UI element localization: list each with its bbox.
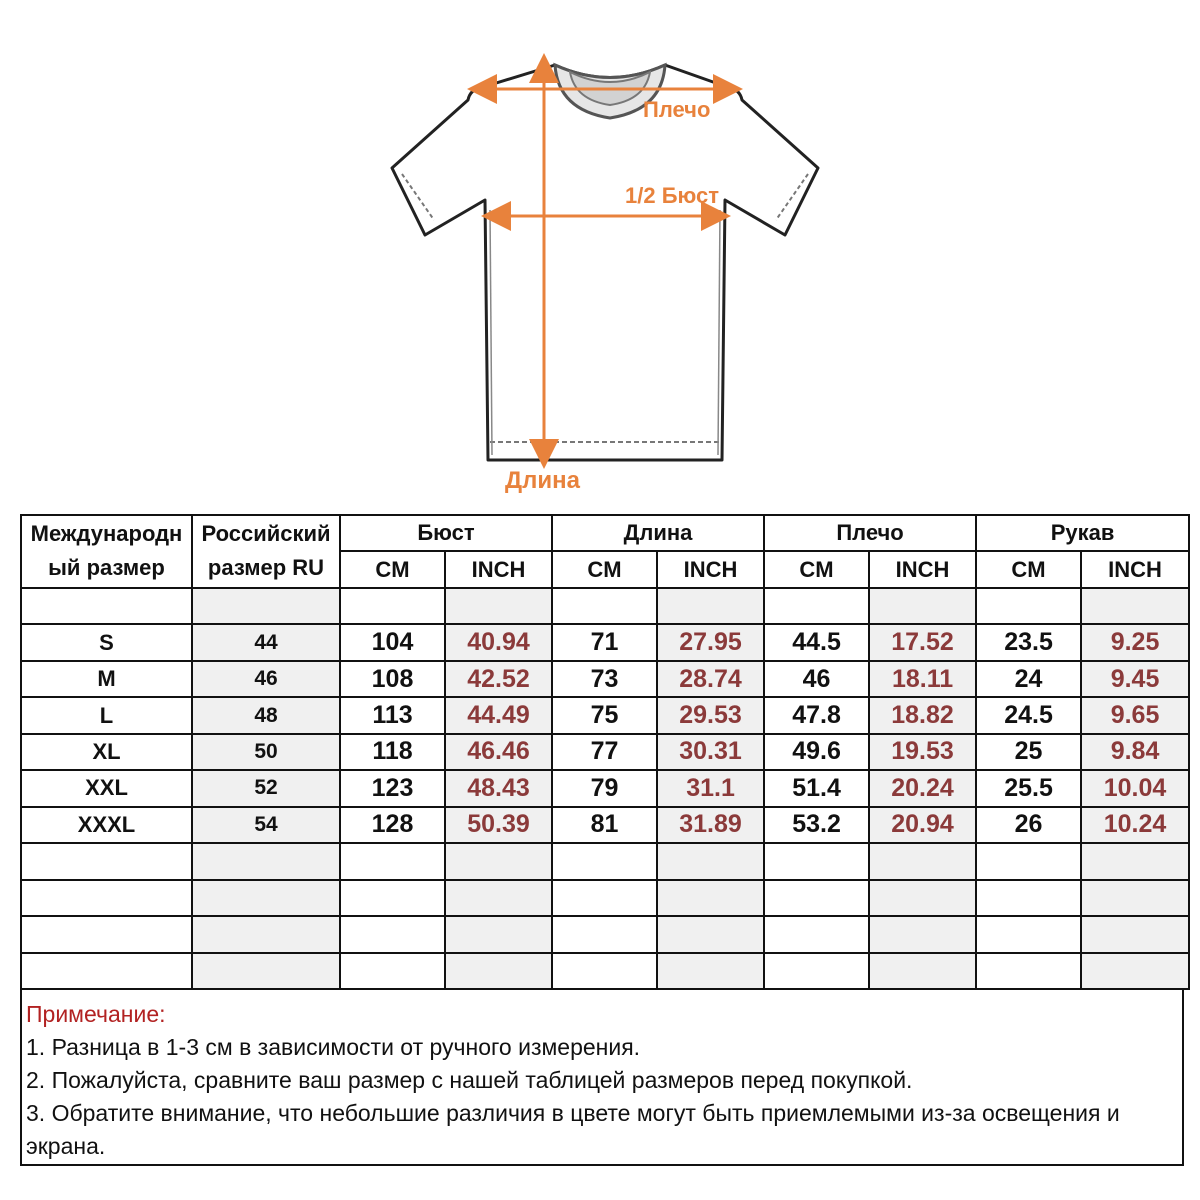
cell-russian-size: 44 <box>192 624 340 660</box>
cell-sleeve-cm: 25.5 <box>976 770 1081 806</box>
cell-shoulder-cm: 47.8 <box>764 697 869 733</box>
cell-shoulder-inch: 20.24 <box>869 770 976 806</box>
cell-bust-cm: 128 <box>340 807 445 844</box>
cell-length-inch: 27.95 <box>657 624 764 660</box>
shoulder-label: Плечо <box>643 97 711 122</box>
cell-shoulder-cm: 51.4 <box>764 770 869 806</box>
cell-russian-size: 52 <box>192 770 340 806</box>
cell-international-size: L <box>21 697 192 733</box>
note-item: 3. Обратите внимание, что небольшие различия в цвете могут быть приемлемыми из-за освещения и экрана. <box>26 1100 1120 1159</box>
cell-shoulder-inch: 18.82 <box>869 697 976 733</box>
table-row <box>21 624 1189 660</box>
header-international-size: Международный размер <box>21 515 192 588</box>
cell-bust-cm: 108 <box>340 661 445 697</box>
cell-international-size: XL <box>21 734 192 770</box>
notes-section <box>20 990 1184 1166</box>
table-row <box>21 661 1189 697</box>
cell-length-cm: 79 <box>552 770 657 806</box>
bust-label: 1/2 Бюст <box>625 183 720 208</box>
header-length-inch: INCH <box>657 551 764 587</box>
cell-length-cm: 75 <box>552 697 657 733</box>
cell-international-size: M <box>21 661 192 697</box>
cell-bust-cm: 113 <box>340 697 445 733</box>
size-chart-table <box>20 514 1190 990</box>
cell-russian-size: 50 <box>192 734 340 770</box>
empty-row <box>21 843 1189 879</box>
cell-sleeve-inch: 9.65 <box>1081 697 1189 733</box>
cell-sleeve-inch: 9.45 <box>1081 661 1189 697</box>
cell-sleeve-cm: 24 <box>976 661 1081 697</box>
cell-length-inch: 28.74 <box>657 661 764 697</box>
cell-bust-cm: 118 <box>340 734 445 770</box>
cell-length-cm: 77 <box>552 734 657 770</box>
cell-sleeve-inch: 10.04 <box>1081 770 1189 806</box>
header-bust-inch: INCH <box>445 551 552 587</box>
header-sleeve-inch: INCH <box>1081 551 1189 587</box>
header-sleeve-cm: CM <box>976 551 1081 587</box>
cell-length-cm: 71 <box>552 624 657 660</box>
header-length: Длина <box>552 515 764 551</box>
cell-sleeve-cm: 25 <box>976 734 1081 770</box>
cell-length-inch: 31.89 <box>657 807 764 844</box>
note-item: 2. Пожалуйста, сравните ваш размер с нашей таблицей размеров перед покупкой. <box>26 1067 913 1093</box>
cell-length-inch: 31.1 <box>657 770 764 806</box>
cell-sleeve-inch: 10.24 <box>1081 807 1189 844</box>
cell-sleeve-cm: 26 <box>976 807 1081 844</box>
cell-bust-inch: 46.46 <box>445 734 552 770</box>
cell-russian-size: 46 <box>192 661 340 697</box>
header-shoulder: Плечо <box>764 515 976 551</box>
header-bust-cm: CM <box>340 551 445 587</box>
cell-shoulder-inch: 17.52 <box>869 624 976 660</box>
cell-bust-inch: 42.52 <box>445 661 552 697</box>
cell-international-size: XXXL <box>21 807 192 844</box>
cell-shoulder-inch: 19.53 <box>869 734 976 770</box>
cell-russian-size: 48 <box>192 697 340 733</box>
header-russian-size: Российский размер RU <box>192 515 340 588</box>
cell-sleeve-inch: 9.25 <box>1081 624 1189 660</box>
empty-row <box>21 588 1189 624</box>
cell-bust-inch: 50.39 <box>445 807 552 844</box>
cell-shoulder-cm: 49.6 <box>764 734 869 770</box>
cell-sleeve-inch: 9.84 <box>1081 734 1189 770</box>
table-row <box>21 734 1189 770</box>
cell-shoulder-cm: 53.2 <box>764 807 869 844</box>
header-sleeve: Рукав <box>976 515 1189 551</box>
cell-shoulder-inch: 20.94 <box>869 807 976 844</box>
cell-length-cm: 73 <box>552 661 657 697</box>
cell-shoulder-cm: 46 <box>764 661 869 697</box>
cell-length-inch: 30.31 <box>657 734 764 770</box>
table-row <box>21 770 1189 806</box>
header-shoulder-cm: CM <box>764 551 869 587</box>
empty-row <box>21 880 1189 916</box>
empty-row <box>21 953 1189 990</box>
cell-sleeve-cm: 23.5 <box>976 624 1081 660</box>
cell-length-cm: 81 <box>552 807 657 844</box>
tshirt-diagram <box>380 50 840 500</box>
cell-shoulder-cm: 44.5 <box>764 624 869 660</box>
header-shoulder-inch: INCH <box>869 551 976 587</box>
table-row <box>21 697 1189 733</box>
cell-international-size: XXL <box>21 770 192 806</box>
cell-international-size: S <box>21 624 192 660</box>
header-length-cm: CM <box>552 551 657 587</box>
header-bust: Бюст <box>340 515 552 551</box>
cell-bust-inch: 40.94 <box>445 624 552 660</box>
cell-sleeve-cm: 24.5 <box>976 697 1081 733</box>
cell-bust-cm: 123 <box>340 770 445 806</box>
cell-length-inch: 29.53 <box>657 697 764 733</box>
table-row <box>21 807 1189 844</box>
note-item: 1. Разница в 1-3 см в зависимости от ручного измерения. <box>26 1034 641 1060</box>
cell-russian-size: 54 <box>192 807 340 844</box>
notes-title: Примечание: <box>26 1001 166 1027</box>
header-row-1 <box>21 515 1189 551</box>
empty-row <box>21 916 1189 952</box>
cell-bust-cm: 104 <box>340 624 445 660</box>
cell-shoulder-inch: 18.11 <box>869 661 976 697</box>
cell-bust-inch: 44.49 <box>445 697 552 733</box>
length-label: Длина <box>505 467 580 494</box>
tshirt-outline <box>392 65 818 460</box>
cell-bust-inch: 48.43 <box>445 770 552 806</box>
